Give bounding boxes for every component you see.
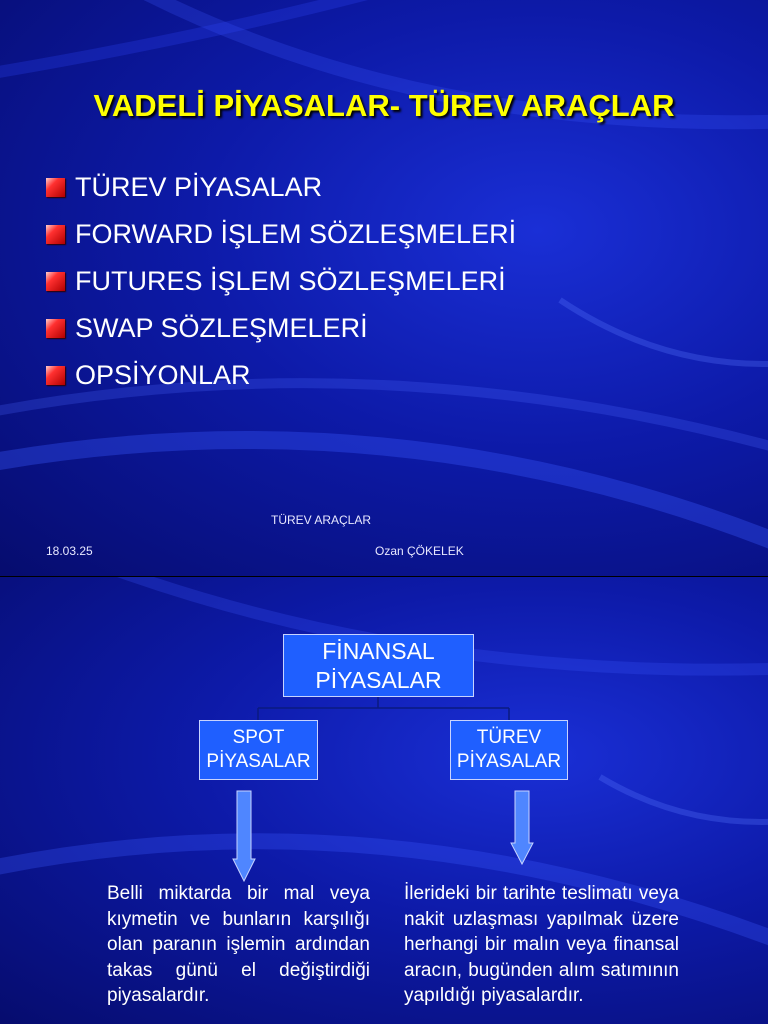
- bullet-text: TÜREV PİYASALAR: [75, 172, 323, 202]
- bullet-item: [46, 305, 516, 352]
- bullet-item: [46, 258, 516, 305]
- box-line: TÜREV: [476, 727, 542, 748]
- box-line: PİYASALAR: [206, 751, 311, 772]
- bullet-item: [46, 164, 516, 211]
- down-arrow-icon: [233, 791, 255, 881]
- bullet-list: [46, 164, 516, 399]
- derivative-description: İlerideki bir tarihte teslimatı veya nakit uzlaşması yapılmak üzere herhangi bir malın veya finansal aracın, bugünden alım satımının yapıldığı piyasalardır.: [404, 883, 679, 1006]
- red-square-bullet-icon: [46, 272, 65, 291]
- bullet-text: OPSİYONLAR: [75, 360, 251, 390]
- box-line: PİYASALAR: [315, 666, 442, 693]
- box-line: PİYASALAR: [456, 751, 562, 772]
- box-line: SPOT: [232, 727, 285, 748]
- spot-description: Belli miktarda bir mal veya kıymetin ve bunların karşılığı olan paranın işlemin ardından takas günü el değiştirdiği piyasalardır.: [107, 883, 370, 1006]
- slide-title: VADELİ PİYASALAR- TÜREV ARAÇLAR: [93, 88, 675, 123]
- box-line: FİNANSAL: [322, 637, 435, 664]
- bullet-text: SWAP SÖZLEŞMELERİ: [75, 313, 368, 343]
- red-square-bullet-icon: [46, 225, 65, 244]
- bullet-text: FORWARD İŞLEM SÖZLEŞMELERİ: [75, 219, 517, 249]
- bullet-item: [46, 352, 516, 399]
- bullet-text: FUTURES İŞLEM SÖZLEŞMELERİ: [75, 266, 506, 296]
- footer-author: Ozan ÇÖKELEK: [375, 544, 464, 558]
- red-square-bullet-icon: [46, 319, 65, 338]
- down-arrow-icon: [511, 791, 533, 864]
- red-square-bullet-icon: [46, 366, 65, 385]
- red-square-bullet-icon: [46, 178, 65, 197]
- bullet-item: [46, 211, 516, 258]
- footer-topic: TÜREV ARAÇLAR: [271, 513, 372, 527]
- footer-date: 18.03.25: [46, 544, 93, 558]
- slide-2: [0, 577, 768, 1024]
